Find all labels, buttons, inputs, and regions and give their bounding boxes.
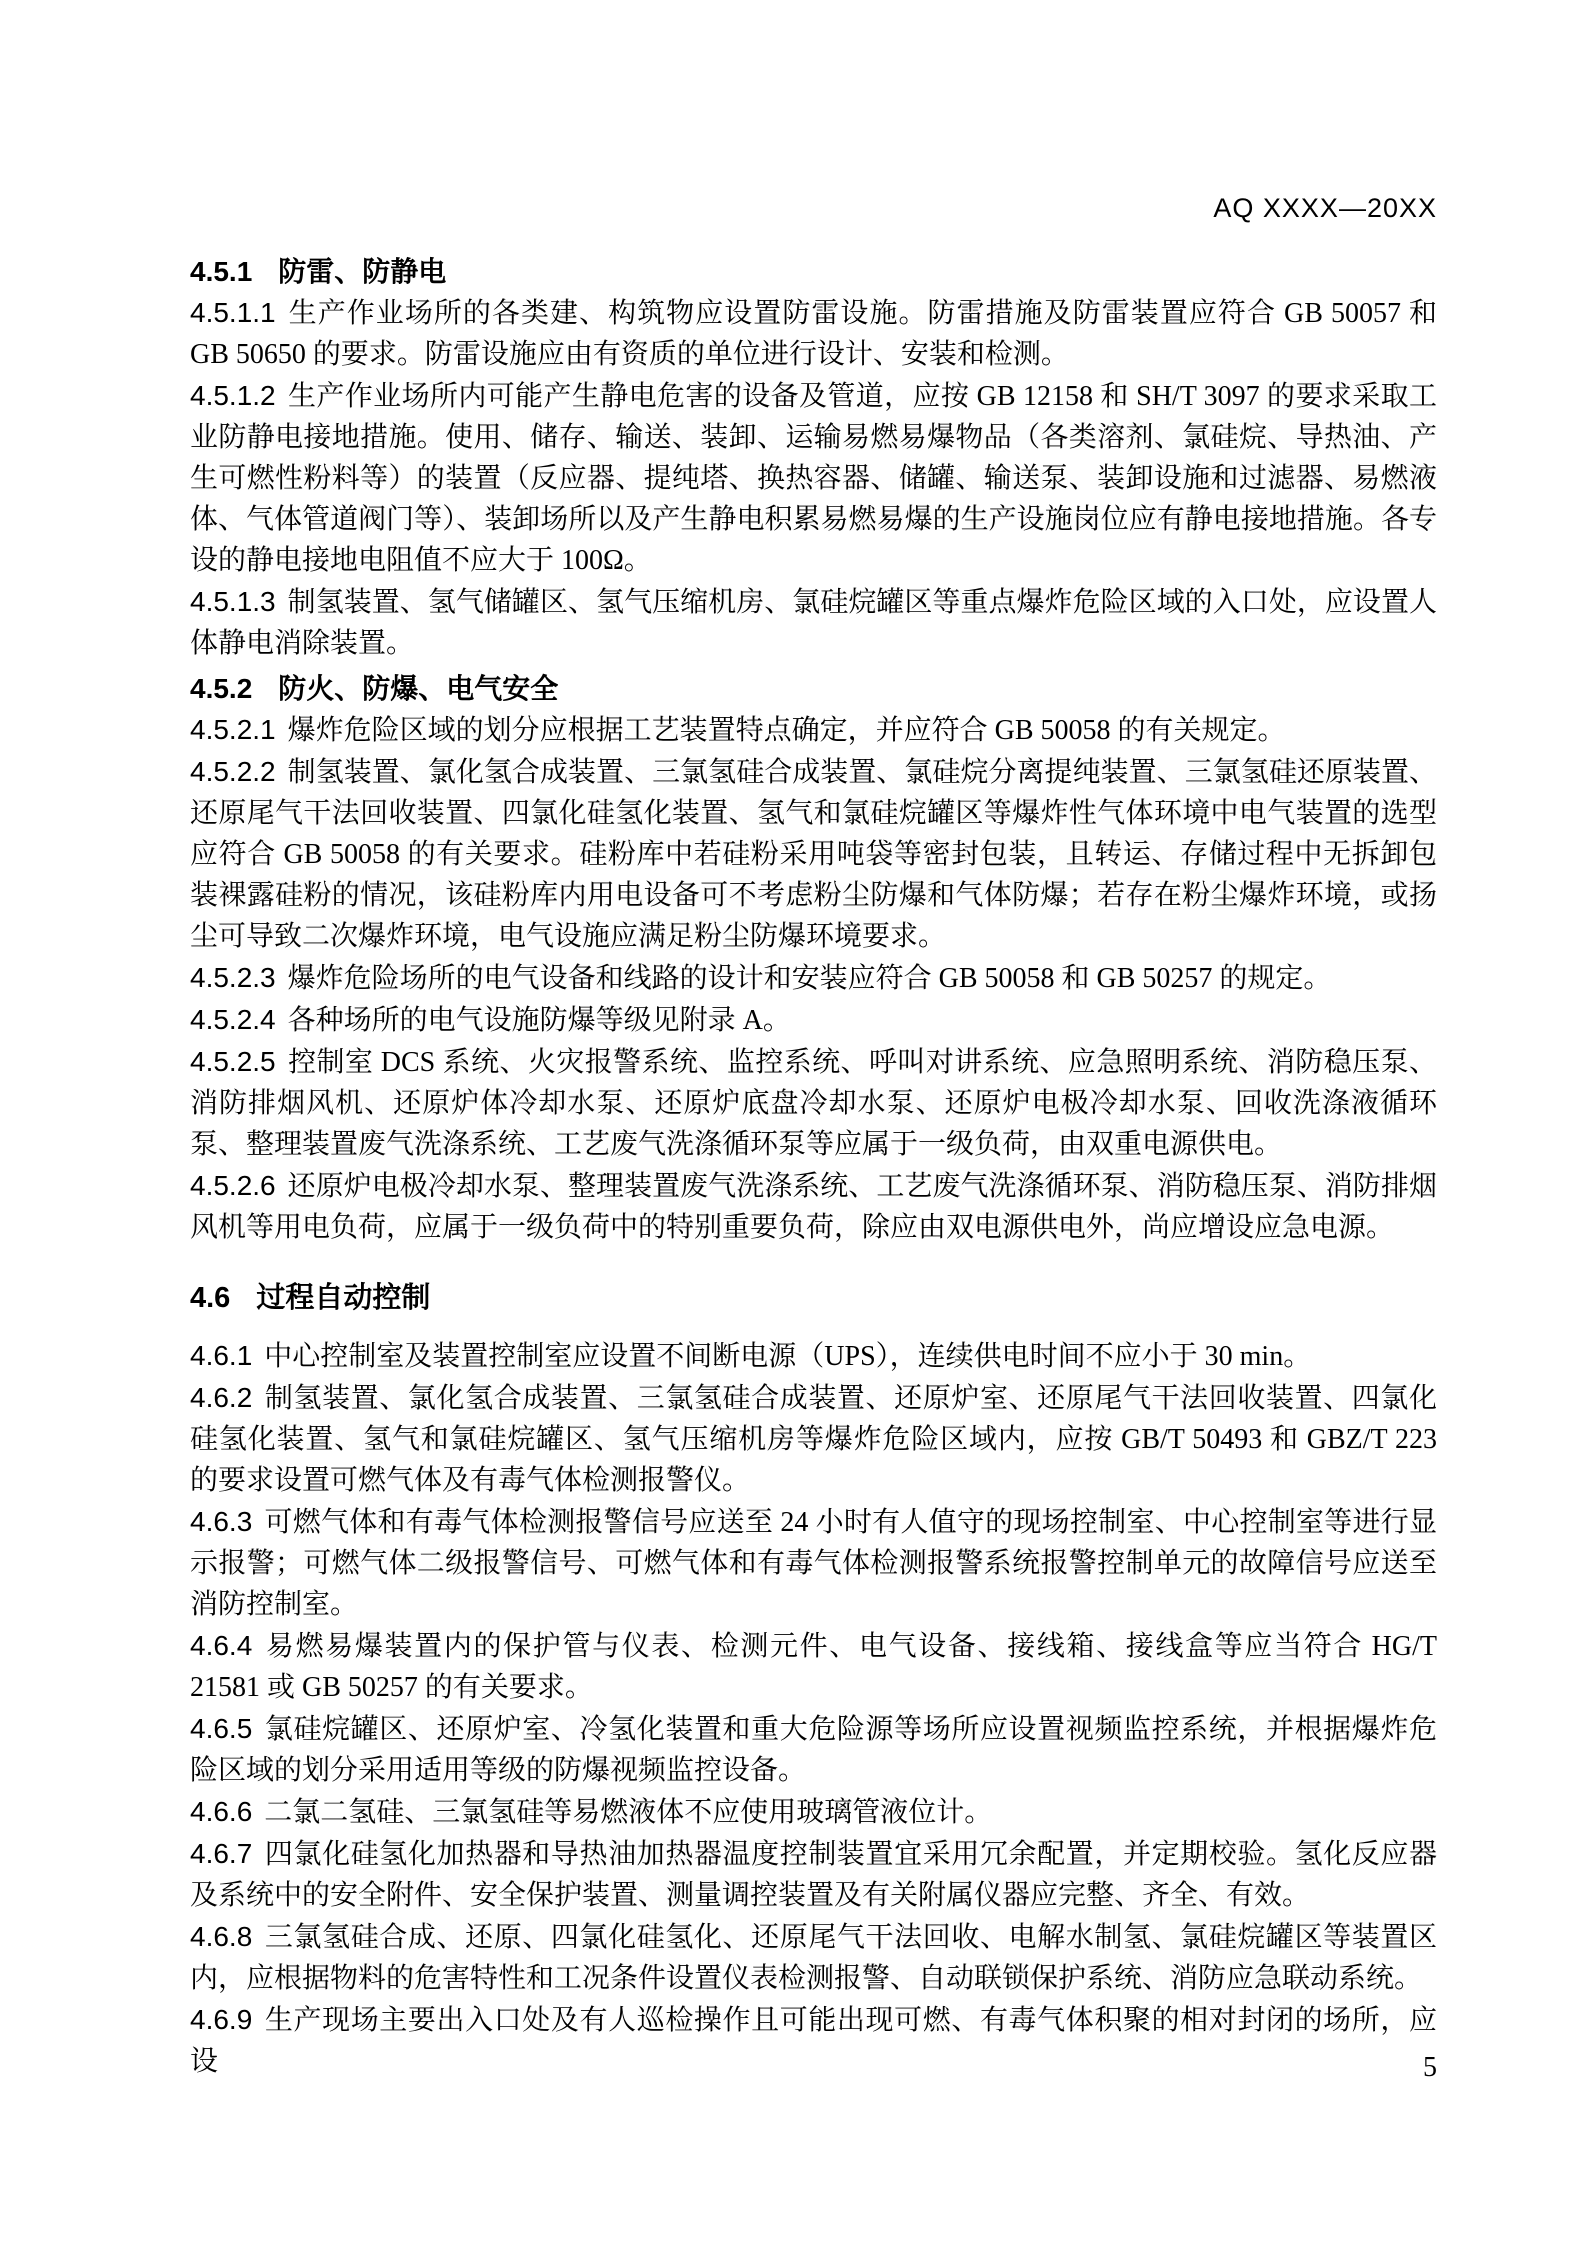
standard-number: AQ XXXX—20XX bbox=[1213, 193, 1437, 223]
clause-text: 制氢装置、氢气储罐区、氢气压缩机房、氯硅烷罐区等重点爆炸危险区域的入口处，应设置人体静电消除装置。 bbox=[190, 587, 1437, 659]
clause-number: 4.6.2 bbox=[190, 1382, 253, 1413]
clause-4-6-6 bbox=[190, 1791, 1437, 1833]
clause-number: 4.6.7 bbox=[190, 1838, 253, 1869]
clause-4-6-1 bbox=[190, 1335, 1437, 1377]
clause-text: 制氢装置、氯化氢合成装置、三氯氢硅合成装置、还原炉室、还原尾气干法回收装置、四氯化硅氢化装置、氢气和氯硅烷罐区、氢气压缩机房等爆炸危险区域内，应按 GB/T 50493 和 GBZ/T 223 的要求设置可燃气体及有毒气体检测报警仪。 bbox=[190, 1383, 1437, 1496]
clause-4-6-3 bbox=[190, 1501, 1437, 1625]
clause-4-5-2-5 bbox=[190, 1041, 1437, 1165]
clause-text: 三氯氢硅合成、还原、四氯化硅氢化、还原尾气干法回收、电解水制氢、氯硅烷罐区等装置区内，应根据物料的危害特性和工况条件设置仪表检测报警、自动联锁保护系统、消防应急联动系统。 bbox=[190, 1922, 1437, 1994]
clause-number: 4.6.6 bbox=[190, 1796, 253, 1827]
clause-number: 4.6.4 bbox=[190, 1630, 253, 1661]
section-heading-4-6 bbox=[190, 1278, 1437, 1319]
clause-number: 4.6.1 bbox=[190, 1340, 253, 1371]
clause-text: 氯硅烷罐区、还原炉室、冷氢化装置和重大危险源等场所应设置视频监控系统，并根据爆炸危险区域的划分采用适用等级的防爆视频监控设备。 bbox=[190, 1714, 1437, 1786]
clause-number: 4.6.8 bbox=[190, 1921, 253, 1952]
clause-number: 4.5.1.3 bbox=[190, 586, 276, 617]
clause-text: 易燃易爆装置内的保护管与仪表、检测元件、电气设备、接线箱、接线盒等应当符合 HG/T 21581 或 GB 50257 的有关要求。 bbox=[190, 1631, 1437, 1703]
clause-number: 4.5.2.6 bbox=[190, 1170, 276, 1201]
clause-number: 4.6.5 bbox=[190, 1713, 253, 1744]
clause-number: 4.5.2.3 bbox=[190, 962, 276, 993]
clause-number: 4.5.2.2 bbox=[190, 756, 276, 787]
clause-4-6-4 bbox=[190, 1625, 1437, 1708]
heading-title: 防火、防爆、电气安全 bbox=[278, 673, 559, 704]
clause-text: 爆炸危险区域的划分应根据工艺装置特点确定，并应符合 GB 50058 的有关规定。 bbox=[287, 715, 1286, 746]
clause-text: 中心控制室及装置控制室应设置不间断电源（UPS），连续供电时间不应小于 30 min。 bbox=[264, 1341, 1312, 1372]
clause-text: 还原炉电极冷却水泵、整理装置废气洗涤系统、工艺废气洗涤循环泵、消防稳压泵、消防排烟风机等用电负荷，应属于一级负荷中的特别重要负荷，除应由双电源供电外，尚应增设应急电源。 bbox=[190, 1171, 1437, 1243]
clause-text: 控制室 DCS 系统、火灾报警系统、监控系统、呼叫对讲系统、应急照明系统、消防稳压泵、消防排烟风机、还原炉体冷却水泵、还原炉底盘冷却水泵、还原炉电极冷却水泵、回收洗涤液循环泵、整理装置废气洗涤系统、工艺废气洗涤循环泵等应属于一级负荷，由双重电源供电。 bbox=[190, 1047, 1437, 1160]
clause-text: 生产现场主要出入口处及有人巡检操作且可能出现可燃、有毒气体积聚的相对封闭的场所，应设 bbox=[190, 2005, 1437, 2077]
heading-number: 4.6 bbox=[190, 1282, 231, 1314]
clause-4-6-5 bbox=[190, 1708, 1437, 1791]
clause-number: 4.5.1.2 bbox=[190, 380, 276, 411]
clause-text: 生产作业场所的各类建、构筑物应设置防雷设施。防雷措施及防雷装置应符合 GB 50057 和 GB 50650 的要求。防雷设施应由有资质的单位进行设计、安装和检测。 bbox=[190, 298, 1437, 370]
clause-4-5-2-1 bbox=[190, 709, 1437, 751]
clause-4-6-7 bbox=[190, 1833, 1437, 1916]
page-number: 5 bbox=[1423, 2052, 1437, 2083]
clause-number: 4.5.2.4 bbox=[190, 1004, 276, 1035]
clause-number: 4.5.1.1 bbox=[190, 297, 276, 328]
section-heading-4-5-2 bbox=[190, 668, 1437, 709]
clause-text: 四氯化硅氢化加热器和导热油加热器温度控制装置宜采用冗余配置，并定期校验。氢化反应器及系统中的安全附件、安全保护装置、测量调控装置及有关附属仪器应完整、齐全、有效。 bbox=[190, 1839, 1437, 1911]
clause-text: 各种场所的电气设施防爆等级见附录 A。 bbox=[287, 1005, 791, 1036]
clause-4-5-2-4 bbox=[190, 999, 1437, 1041]
clause-text: 制氢装置、氯化氢合成装置、三氯氢硅合成装置、氯硅烷分离提纯装置、三氯氢硅还原装置、还原尾气干法回收装置、四氯化硅氢化装置、氢气和氯硅烷罐区等爆炸性气体环境中电气装置的选型应符合 GB 50058 的有关要求。硅粉库中若硅粉采用吨袋等密封包装，且转运、存储过程中无拆卸包装裸露硅粉的情况，该硅粉库内用电设备可不考虑粉尘防爆和气体防爆；若存在粉尘爆炸环境，或扬尘可导致二次爆炸环境，电气设施应满足粉尘防爆环境要求。 bbox=[190, 757, 1437, 952]
document-body bbox=[190, 251, 1437, 2082]
clause-4-6-8 bbox=[190, 1916, 1437, 1999]
heading-number: 4.5.1 bbox=[190, 256, 253, 287]
clause-number: 4.6.9 bbox=[190, 2004, 253, 2035]
clause-4-5-2-3 bbox=[190, 957, 1437, 999]
clause-text: 生产作业场所内可能产生静电危害的设备及管道，应按 GB 12158 和 SH/T 3097 的要求采取工业防静电接地措施。使用、储存、输送、装卸、运输易燃易爆物品（各类溶剂、氯硅烷、导热油、产生可燃性粉料等）的装置（反应器、提纯塔、换热容器、储罐、输送泵、装卸设施和过滤器、易燃液体、气体管道阀门等）、装卸场所以及产生静电积累易燃易爆的生产设施岗位应有静电接地措施。各专设的静电接地电阻值不应大于 100Ω。 bbox=[190, 381, 1437, 576]
clause-4-5-1-2 bbox=[190, 375, 1437, 581]
heading-title: 过程自动控制 bbox=[256, 1282, 431, 1314]
clause-number: 4.5.2.5 bbox=[190, 1046, 276, 1077]
clause-4-5-2-6 bbox=[190, 1165, 1437, 1248]
clause-4-6-9 bbox=[190, 1999, 1437, 2082]
clause-text: 可燃气体和有毒气体检测报警信号应送至 24 小时有人值守的现场控制室、中心控制室等进行显示报警；可燃气体二级报警信号、可燃气体和有毒气体检测报警系统报警控制单元的故障信号应送至消防控制室。 bbox=[190, 1507, 1437, 1620]
page-header bbox=[190, 193, 1437, 223]
clause-4-5-1-1 bbox=[190, 292, 1437, 375]
clause-text: 二氯二氢硅、三氯氢硅等易燃液体不应使用玻璃管液位计。 bbox=[264, 1797, 993, 1828]
heading-number: 4.5.2 bbox=[190, 673, 253, 704]
clause-number: 4.5.2.1 bbox=[190, 714, 276, 745]
clause-4-6-2 bbox=[190, 1377, 1437, 1501]
clause-4-5-2-2 bbox=[190, 751, 1437, 957]
clause-text: 爆炸危险场所的电气设备和线路的设计和安装应符合 GB 50058 和 GB 50257 的规定。 bbox=[287, 963, 1332, 994]
heading-title: 防雷、防静电 bbox=[278, 256, 447, 287]
clause-number: 4.6.3 bbox=[190, 1506, 253, 1537]
clause-4-5-1-3 bbox=[190, 581, 1437, 664]
section-heading-4-5-1 bbox=[190, 251, 1437, 292]
